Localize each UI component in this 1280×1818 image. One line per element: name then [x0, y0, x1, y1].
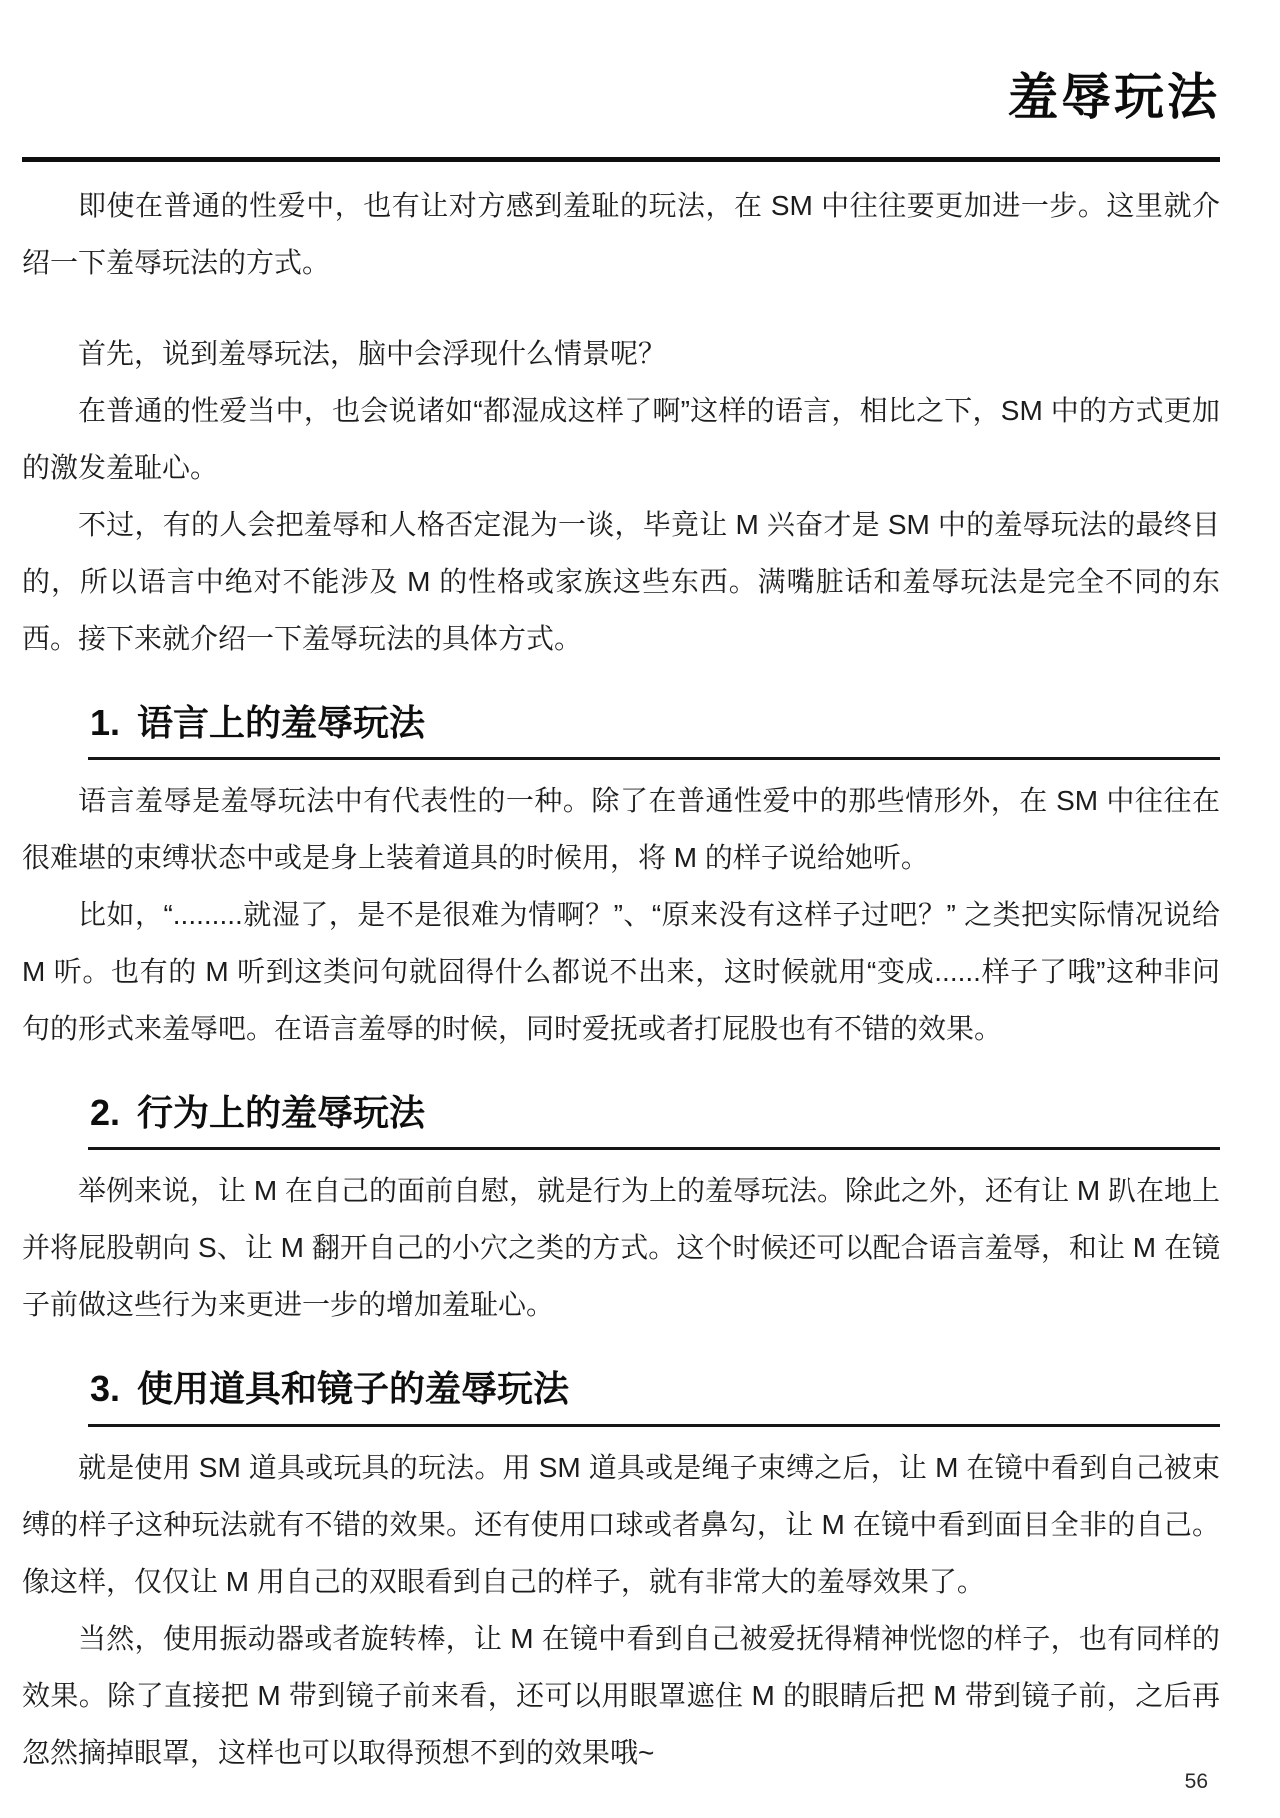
intro-paragraph: 即使在普通的性爱中，也有让对方感到羞耻的玩法，在 SM 中往往要更加进一步。这里就介绍一下羞辱玩法的方式。 — [22, 190, 1220, 278]
section-body-3 — [22, 1439, 1220, 1781]
section-heading-2 — [88, 1083, 1220, 1150]
section-title: 行为上的羞辱玩法 — [137, 1092, 426, 1134]
section-title: 语言上的羞辱玩法 — [137, 702, 426, 743]
page-title: 羞辱玩法 — [1008, 69, 1220, 125]
section-number: 2. — [90, 1092, 121, 1134]
section-body-1 — [22, 772, 1220, 1057]
section-paragraph: 比如，“.........就湿了，是不是很难为情啊？”、“原来没有这样子过吧？” 之类把实际情况说给 M 听。也有的 M 听到这类问句就囧得什么都说不出来，这时候就用“变成......样子了哦”这种非问句的形式来羞辱吧。在语言羞辱的时候，同时爱抚或者打屁股也有不错的效果。 — [22, 899, 1220, 1045]
section-paragraph: 当然，使用振动器或者旋转棒，让 M 在镜中看到自己被爱抚得精神恍惚的样子，也有同样的效果。除了直接把 M 带到镜子前来看，还可以用眼罩遮住 M 的眼睛后把 M 带到镜子前，之后再忽然摘掉眼罩，这样也可以取得预想不到的效果哦~ — [22, 1622, 1220, 1768]
section-number: 3. — [90, 1368, 121, 1410]
intro-paragraph: 不过，有的人会把羞辱和人格否定混为一谈，毕竟让 M 兴奋才是 SM 中的羞辱玩法的最终目的，所以语言中绝对不能涉及 M 的性格或家族这些东西。满嘴脏话和羞辱玩法是完全不同的东西。接下来就介绍一下羞辱玩法的具体方式。 — [22, 509, 1220, 654]
section-paragraph: 就是使用 SM 道具或玩具的玩法。用 SM 道具或是绳子束缚之后，让 M 在镜中看到自己被束缚的样子这种玩法就有不错的效果。还有使用口球或者鼻勾，让 M 在镜中看到面目全非的自己。像这样，仅仅让 M 用自己的双眼看到自己的样子，就有非常大的羞辱效果了。 — [22, 1451, 1220, 1597]
title-divider — [22, 157, 1220, 162]
intro-paragraph: 首先，说到羞辱玩法，脑中会浮现什么情景呢？ — [78, 338, 667, 369]
page-number: 56 — [1184, 1770, 1208, 1793]
page-header — [22, 0, 1220, 162]
section-paragraph: 举例来说，让 M 在自己的面前自慰，就是行为上的羞辱玩法。除此之外，还有让 M 趴在地上并将屁股朝向 S、让 M 翻开自己的小穴之类的方式。这个时候还可以配合语言羞辱，和让 M 在镜子前做这些行为来更进一步的增加羞耻心。 — [22, 1175, 1220, 1321]
section-body-2 — [22, 1162, 1220, 1333]
section-heading-1 — [88, 693, 1220, 760]
section-heading-3 — [88, 1359, 1220, 1426]
intro-paragraph: 在普通的性爱当中，也会说诸如“都湿成这样了啊”这样的语言，相比之下，SM 中的方式更加的激发羞耻心。 — [22, 395, 1220, 483]
section-title: 使用道具和镜子的羞辱玩法 — [137, 1368, 570, 1410]
document-body — [22, 177, 1220, 1781]
section-paragraph: 语言羞辱是羞辱玩法中有代表性的一种。除了在普通性爱中的那些情形外，在 SM 中往往在很难堪的束缚状态中或是身上装着道具的时候用，将 M 的样子说给她听。 — [22, 785, 1220, 874]
section-number: 1. — [90, 702, 121, 743]
